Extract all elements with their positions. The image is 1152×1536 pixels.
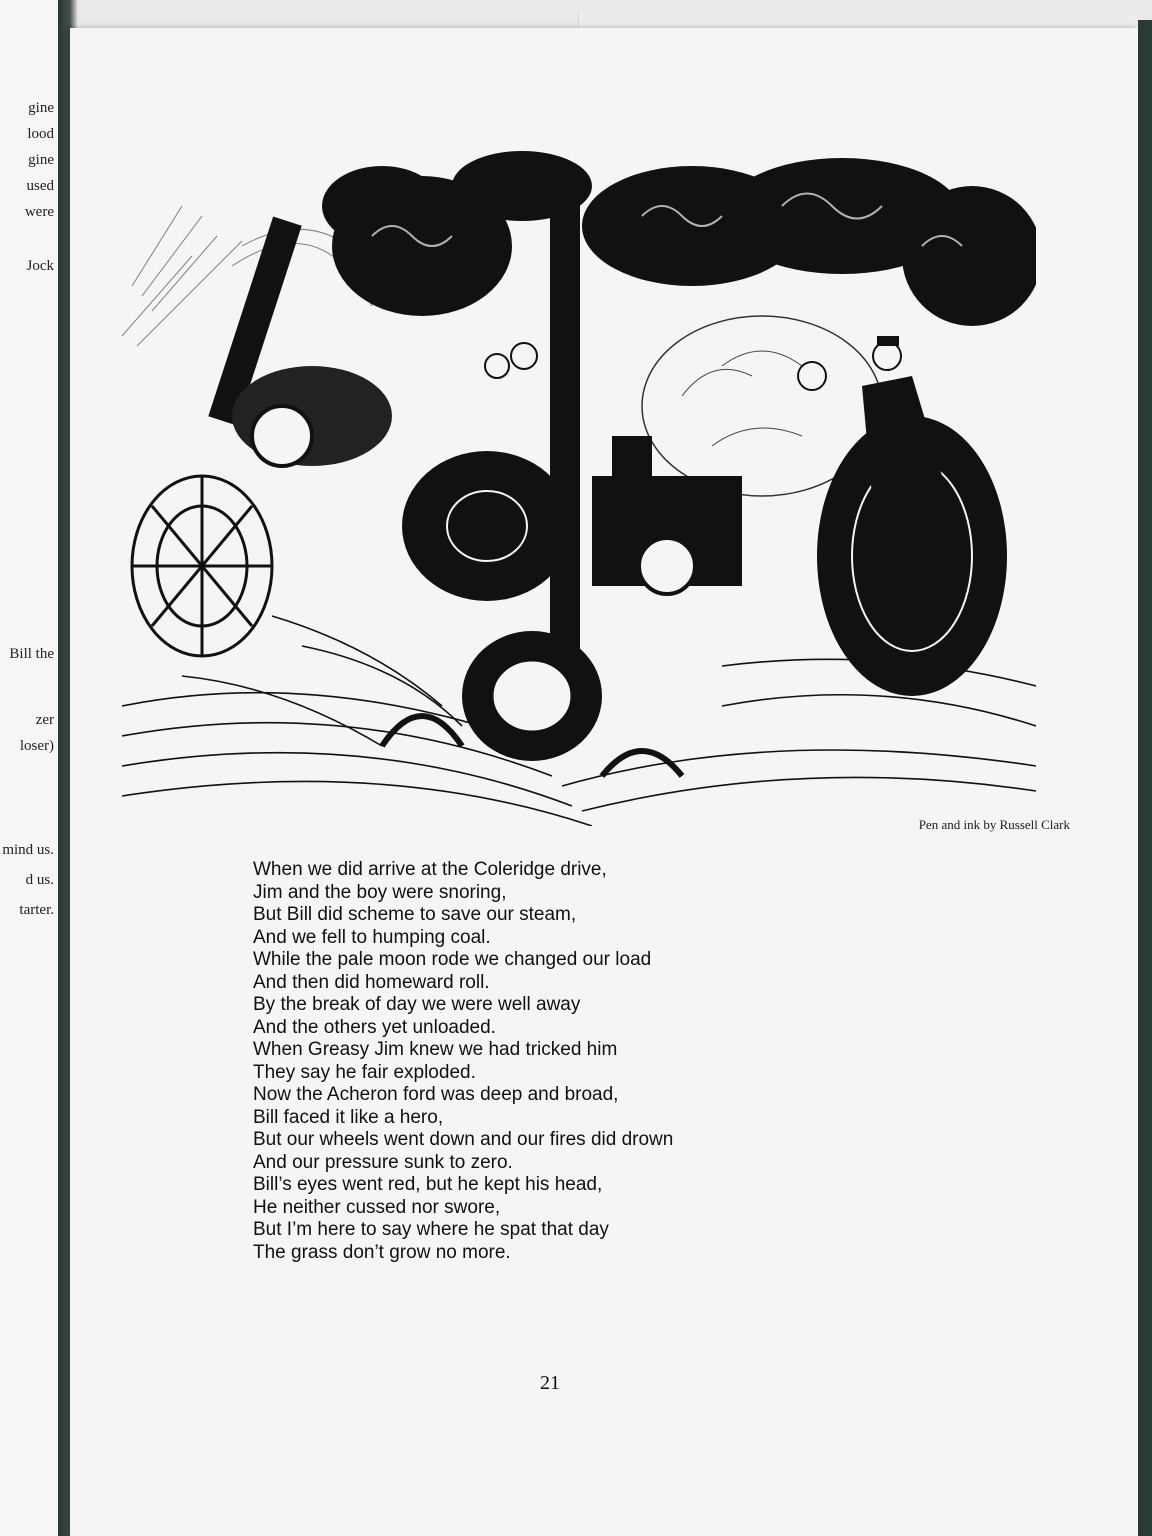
poem-line: And then did homeward roll. xyxy=(253,971,490,993)
left-page-text: Jock xyxy=(26,258,54,274)
left-page-text: zer xyxy=(35,712,54,728)
poem-line: They say he fair exploded. xyxy=(253,1061,476,1083)
poem-line: The grass don’t grow no more. xyxy=(253,1241,511,1263)
poem-line: And we fell to humping coal. xyxy=(253,926,491,948)
book-page xyxy=(70,28,1138,1536)
poem-line: Now the Acheron ford was deep and broad, xyxy=(253,1084,619,1105)
left-page-text: were xyxy=(24,204,54,220)
left-page xyxy=(0,0,60,1536)
poem-line: When we did arrive at the Coleridge drive, xyxy=(253,859,607,880)
cover-edge xyxy=(1138,20,1152,1536)
left-page-text: gine xyxy=(28,152,54,168)
poem-line: And our pressure sunk to zero. xyxy=(253,1151,513,1173)
page-number: 21 xyxy=(540,1372,560,1394)
poem-line: But our wheels went down and our fires did drown xyxy=(253,1129,674,1150)
poem-line: But I’m here to say where he spat that day xyxy=(253,1219,609,1240)
poem-line: Jim and the boy were snoring, xyxy=(253,881,507,903)
left-page-text: tarter. xyxy=(19,902,54,918)
poem-line: By the break of day we were well away xyxy=(253,994,581,1015)
poem-line: But Bill did scheme to save our steam, xyxy=(253,904,577,925)
illustration-caption: Pen and ink by Russell Clark xyxy=(918,817,1070,832)
poem-line: When Greasy Jim knew we had tricked him xyxy=(253,1039,618,1060)
left-page-text: gine xyxy=(28,100,54,116)
steam-traction-engine-drawing xyxy=(122,146,1036,826)
steam-engine-illustration xyxy=(122,146,1036,826)
left-page-text: mind us. xyxy=(2,842,54,858)
left-page-text: Bill the xyxy=(9,646,54,662)
left-page-text: d us. xyxy=(25,872,54,888)
left-page-text: loser) xyxy=(19,738,54,754)
poem-line: While the pale moon rode we changed our load xyxy=(253,949,652,970)
poem-line: Bill’s eyes went red, but he kept his head, xyxy=(253,1174,603,1195)
poem-line: He neither cussed nor swore, xyxy=(253,1196,501,1218)
left-page-text: lood xyxy=(27,126,54,142)
poem-line: Bill faced it like a hero, xyxy=(253,1106,444,1128)
poem-stanza xyxy=(253,859,953,1264)
left-page-text: used xyxy=(26,178,54,194)
poem-line: And the others yet unloaded. xyxy=(253,1016,496,1038)
